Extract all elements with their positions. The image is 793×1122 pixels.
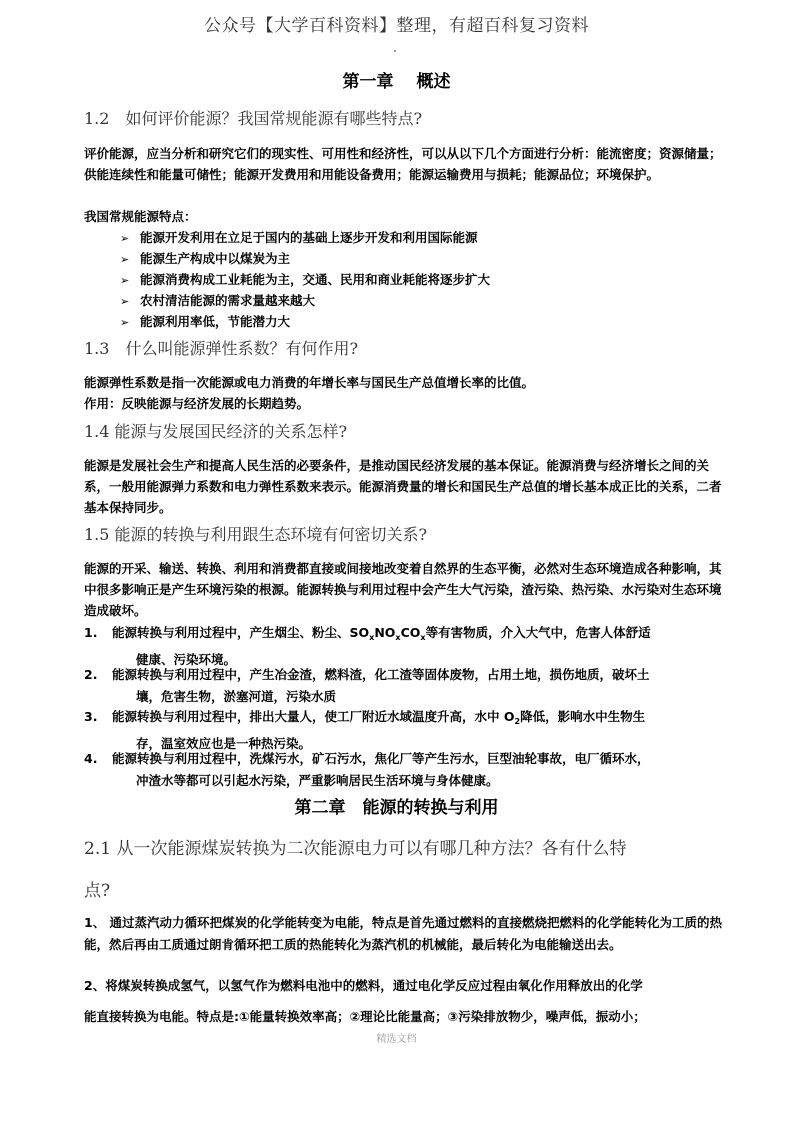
question-1-3-title: 1.3 什么叫能源弹性系数？有何作用? [84, 339, 359, 358]
arrow-bullet-icon: ➢ [120, 295, 130, 308]
question-1-4-paragraph: 能源是发展社会生产和提高人民生活的必要条件，是推动国民经济发展的基本保证。能源消费与经济增长之间的关系，一般用能源弹力系数和电力弹性系数来表示。能源消费量的增长和国民生产总值的增长基本成正比的关系，二者基本保持同步。 [84, 458, 722, 515]
question-1-3-function: 作用：反映能源与经济发展的长期趋势。 [84, 396, 310, 411]
question-2-1-method-1: 1、 通过蒸汽动力循环把煤炭的化学能转变为电能，特点是首先通过燃料的直接燃烧把燃料的化学能转化为工质的热能，然后再由工质通过朗肯循环把工质的热能转化为蒸汽机的机械能，最后转化为电能输送出去。 [84, 915, 723, 952]
bullet-item: ➢ 能源开发利用在立足于国内的基础上逐步开发和利用国际能源 [120, 227, 720, 249]
numbered-item-3: 3. 能源转换与利用过程中，排出大量人，使工厂附近水域温度升高，水中 $O_2$降低，影响水中生物生 存，温室效应也是一种热污染。 [84, 709, 646, 751]
question-1-2-title: 1.2 如何评价能源？我国常规能源有哪些特点? [84, 109, 423, 128]
page-header: 公众号【大学百科资料】整理，有超百科复习资料 [204, 16, 589, 36]
arrow-bullet-icon: ➢ [120, 253, 130, 266]
chapter-1-title: 第一章 概述 [342, 72, 451, 92]
question-1-2-paragraph: 评价能源，应当分析和研究它们的现实性、可用性和经济性，可以从以下几个方面进行分析：能流密度；资源储量；供能连续性和能量可储性；能源开发费用和用能设备费用；能源运输费用与损耗；能源品位；环境保护。 [84, 146, 722, 182]
question-1-3-definition: 能源弹性系数是指一次能源或电力消费的年增长率与国民生产总值增长率的比值。 [84, 375, 535, 390]
bullet-item: ➢ 能源生产构成中以煤炭为主 [120, 248, 720, 270]
question-1-5-paragraph: 能源的开采、输送、转换、利用和消费都直接或间接地改变着自然界的生态平衡，必然对生态环境造成各种影响，其中很多影响正是产生环境污染的根源。能源转换与利用过程中会产生大气污染，渣污染、热污染、水污染对生态环境造成破坏。 [84, 561, 722, 618]
arrow-bullet-icon: ➢ [120, 316, 130, 329]
arrow-bullet-icon: ➢ [120, 232, 130, 245]
page-footer: 精选文档 [376, 1034, 417, 1045]
arrow-bullet-icon: ➢ [120, 274, 130, 287]
numbered-item-2: 2. 能源转换与利用过程中，产生冶金渣，燃料渣，化工渣等固体废物，占用土地，损伤地质，破坏土 壤，危害生物，淤塞河道，污染水质 [84, 667, 650, 704]
question-2-1-method-2-cont: 能直接转换为电能。特点是:①能量转换效率高；②理论比能量高；③污染排放物少，噪声低，振动小； [84, 1009, 646, 1024]
question-2-1-title-line1: 2.1 从一次能源煤炭转换为二次能源电力可以有哪几种方法？各有什么特 [84, 839, 627, 859]
decorative-dot [394, 50, 396, 52]
question-2-1-title-line2: 点? [84, 881, 111, 901]
bullet-item: ➢ 能源消费构成工业耗能为主，交通、民用和商业耗能将逐步扩大 [120, 269, 720, 291]
bullet-item: ➢ 农村清洁能源的需求量越来越大 [120, 290, 720, 312]
question-1-4-title: 1.4 能源与发展国民经济的关系怎样? [84, 422, 348, 441]
question-2-1-method-2: 2、将煤炭转换成氢气，以氢气作为燃料电池中的燃料，通过电化学反应过程由氧化作用释放出的化学 [84, 978, 643, 993]
bullet-item: ➢ 能源利用率低，节能潜力大 [120, 311, 720, 333]
chapter-2-title: 第二章 能源的转换与利用 [294, 798, 499, 818]
numbered-item-4: 4. 能源转换与利用过程中，洗煤污水，矿石污水，焦化厂等产生污水，巨型油轮事故，电厂循环水， 冲渣水等都可以引起水污染，严重影响居民生活环境与身体健康。 [84, 751, 650, 788]
question-1-2-subheading: 我国常规能源特点： [84, 209, 197, 224]
numbered-item-1: 1. 能源转换与利用过程中，产生烟尘、粉尘、$SO_xNO_xCO_x$等有害物质，介入大气中，危害人体舒适 健康、污染环境。 [84, 625, 651, 667]
question-1-5-title: 1.5 能源的转换与利用跟生态环境有何密切关系? [84, 525, 428, 544]
